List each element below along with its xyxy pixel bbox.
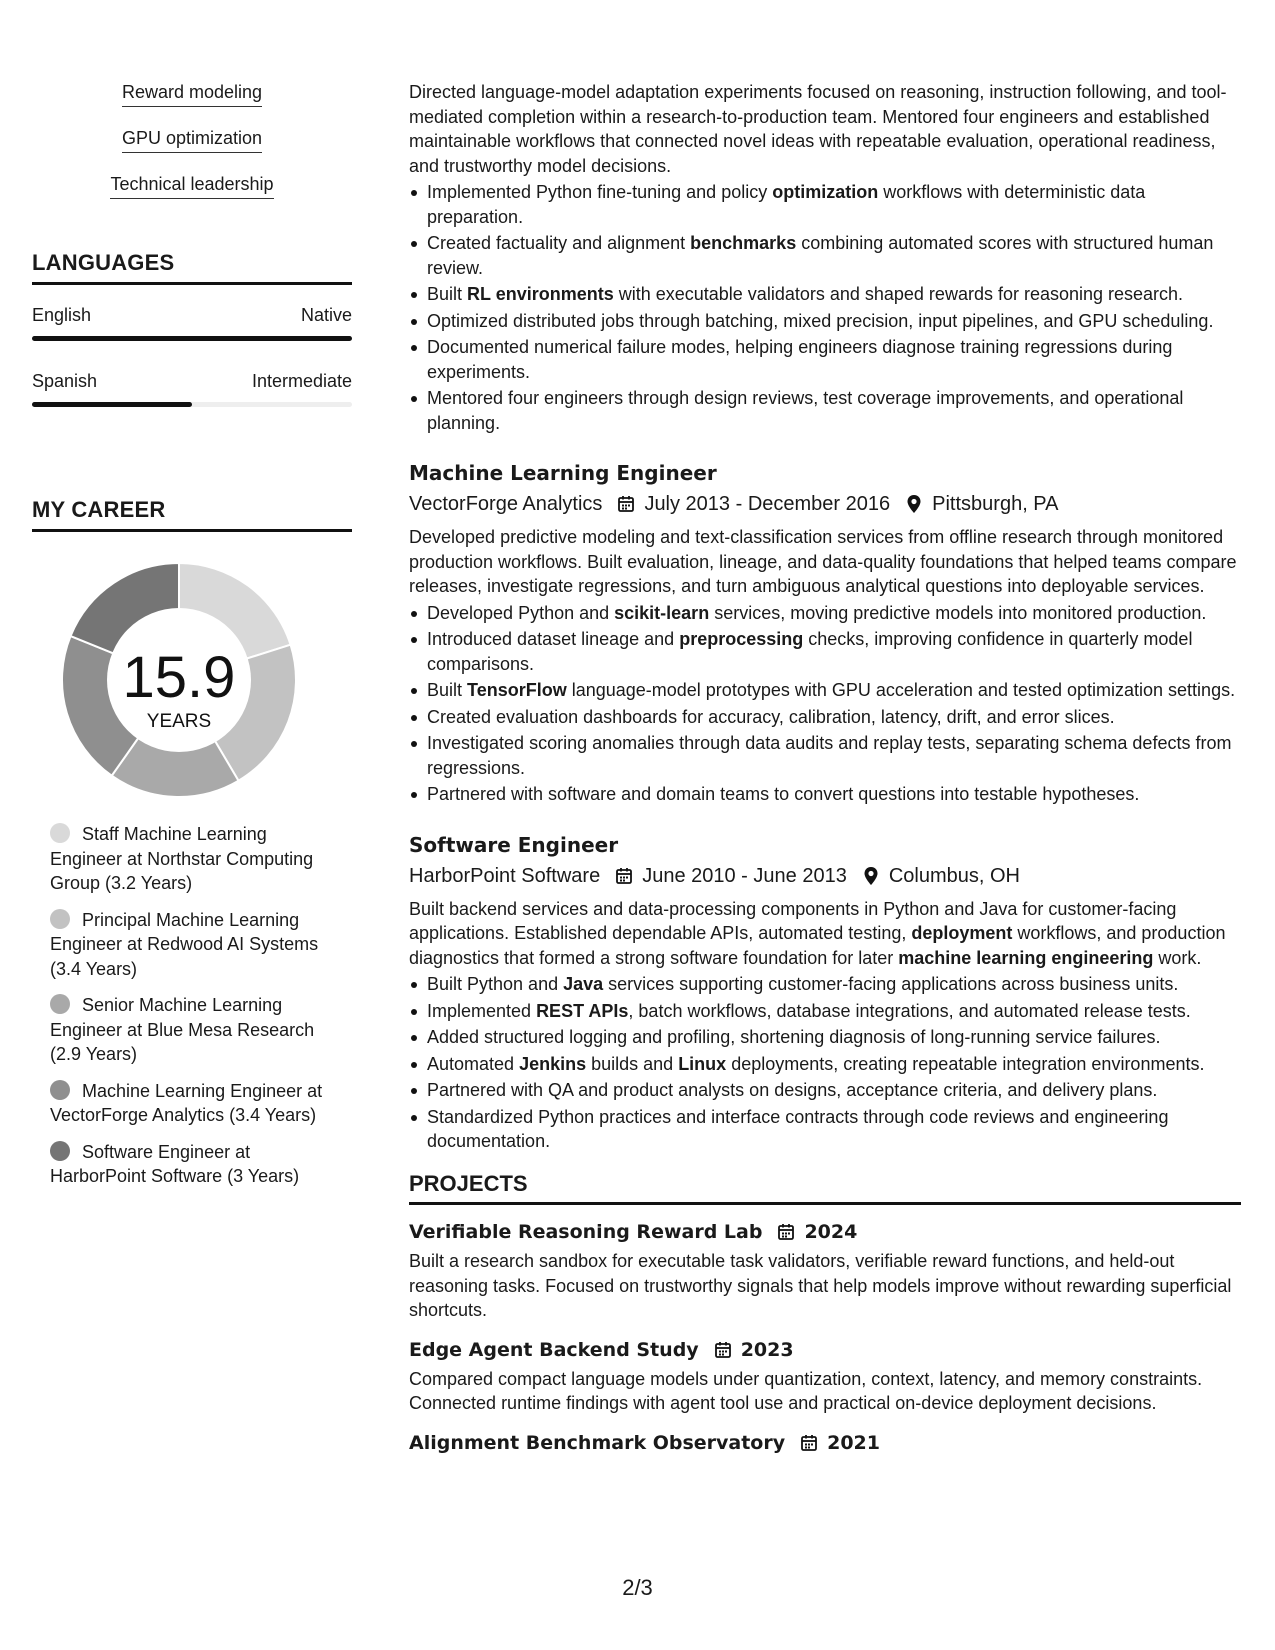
job-achievements <box>409 601 1241 807</box>
project-year: 2021 <box>827 1431 880 1454</box>
job-meta <box>409 491 1241 517</box>
career-legend-item: Software Engineer at HarborPoint Software (3 Years) <box>50 1141 300 1186</box>
languages-section <box>32 250 352 407</box>
language-name: Spanish <box>32 371 98 391</box>
skill-tag: Reward modeling <box>122 80 262 107</box>
career-legend-item: Principal Machine Learning Engineer at Redwood AI Systems (3.4 Years) <box>50 909 319 979</box>
achievement-bullet: Automated Jenkins builds and Linux deployments, creating repeatable integration environments. <box>427 1052 1241 1077</box>
career-total-unit: YEARS <box>146 711 212 732</box>
career-donut-chart <box>54 555 304 805</box>
job-achievements <box>409 972 1241 1154</box>
calendar-icon <box>776 1222 796 1242</box>
achievement-bullet: Built Python and Java services supporting customer-facing applications across business units. <box>427 972 1241 997</box>
skill-tag: GPU optimization <box>122 126 262 153</box>
job-summary: Built backend services and data-processing components in Python and Java for customer-facing applications. Established dependable APIs, automated testing, deployment workflows, and production diagnostics that formed a strong software foundation for later machine learning engineering work. <box>409 898 1226 968</box>
language-item <box>32 305 352 341</box>
career-total-years: 15.9 <box>122 645 236 710</box>
left-column <box>32 80 352 1186</box>
achievement-bullet: Developed Python and scikit-learn services, moving predictive models into monitored production. <box>427 601 1241 626</box>
career-legend-item: Machine Learning Engineer at VectorForge Analytics (3.4 Years) <box>50 1080 323 1125</box>
achievement-bullet: Documented numerical failure modes, helping engineers diagnose training regressions during experiments. <box>427 335 1241 384</box>
legend-dot <box>50 823 70 843</box>
legend-dot <box>50 1080 70 1100</box>
achievement-bullet: Implemented REST APIs, batch workflows, database integrations, and automated release tests. <box>427 999 1241 1024</box>
career-legend-item: Staff Machine Learning Engineer at Northstar Computing Group (3.2 Years) <box>50 824 314 893</box>
project-entry <box>409 1219 1241 1323</box>
skill-tag: Technical leadership <box>110 172 273 199</box>
calendar-icon <box>799 1433 819 1453</box>
job-title: Machine Learning Engineer <box>409 461 717 485</box>
calendar-icon <box>614 866 634 886</box>
achievement-bullet: Mentored four engineers through design reviews, test coverage improvements, and operational planning. <box>427 386 1241 435</box>
achievement-bullet: Created evaluation dashboards for accuracy, calibration, latency, drift, and error slices. <box>427 705 1241 730</box>
job-dates: June 2010 - June 2013 <box>642 864 847 887</box>
skills-list <box>32 80 352 218</box>
map-pin-icon <box>861 866 881 886</box>
language-proficiency-bar <box>32 336 352 341</box>
language-name: English <box>32 305 92 325</box>
achievement-bullet: Optimized distributed jobs through batching, mixed precision, input pipelines, and GPU scheduling. <box>427 309 1241 334</box>
job-meta <box>409 863 1241 889</box>
projects-section <box>409 1172 1241 1456</box>
achievement-bullet: Introduced dataset lineage and preprocessing checks, improving confidence in quarterly model comparisons. <box>427 627 1241 676</box>
job-summary: Developed predictive modeling and text-classification services from offline research through monitored production workflows. Built evaluation, lineage, and data-quality foundations that helped teams compare releases, investigate regressions, and turn ambiguous analytical questions into deployable services. <box>409 527 1237 596</box>
project-title: Edge Agent Backend Study <box>409 1338 699 1361</box>
page-number: 2/3 <box>622 1575 653 1600</box>
project-entry <box>409 1430 1241 1456</box>
map-pin-icon <box>904 494 924 514</box>
language-item <box>32 371 352 407</box>
achievement-bullet: Investigated scoring anomalies through data audits and replay tests, separating schema defects from regressions. <box>427 731 1241 780</box>
languages-heading: LANGUAGES <box>32 250 352 285</box>
project-description: Compared compact language models under quantization, context, latency, and memory constraints. Connected runtime findings with agent tool use and practical on-device deployment decisions. <box>409 1368 1203 1413</box>
project-year: 2023 <box>740 1338 794 1361</box>
language-level: Intermediate <box>251 371 352 391</box>
job-company: HarborPoint Software <box>409 864 601 887</box>
project-entry <box>409 1337 1241 1416</box>
career-legend <box>50 822 330 1201</box>
job-title: Software Engineer <box>409 832 619 857</box>
legend-dot <box>50 909 70 929</box>
language-proficiency-bar <box>32 402 352 407</box>
calendar-icon <box>616 494 636 514</box>
project-title: Alignment Benchmark Observatory <box>409 1431 786 1454</box>
calendar-icon <box>713 1340 733 1360</box>
job-location: Columbus, OH <box>888 864 1020 887</box>
project-year: 2024 <box>804 1221 858 1243</box>
projects-heading: PROJECTS <box>409 1172 1241 1206</box>
job-company: VectorForge Analytics <box>409 493 603 515</box>
project-title: Verifiable Reasoning Reward Lab <box>409 1221 763 1243</box>
language-level: Native <box>300 305 352 325</box>
achievement-bullet: Built RL environments with executable validators and shaped rewards for reasoning research. <box>427 282 1241 307</box>
role-summary: Directed language-model adaptation experiments focused on reasoning, instruction following, and tool-mediated completion within a research-to-production team. Mentored four engineers and established maintainable workflows that connected novel ideas with repeatable evaluation, operational readiness, and trustworthy model decisions. <box>409 82 1227 176</box>
right-column <box>409 80 1241 1456</box>
achievement-bullet: Standardized Python practices and interface contracts through code reviews and engineering documentation. <box>427 1105 1241 1154</box>
achievement-bullet: Created factuality and alignment benchmarks combining automated scores with structured human review. <box>427 231 1241 280</box>
achievement-bullet: Implemented Python fine-tuning and policy optimization workflows with deterministic data preparation. <box>427 180 1241 229</box>
achievement-bullet: Partnered with software and domain teams to convert questions into testable hypotheses. <box>427 782 1241 807</box>
job-location: Pittsburgh, PA <box>932 493 1059 515</box>
legend-dot <box>50 1141 70 1161</box>
job-entry <box>409 459 1241 807</box>
career-section <box>32 497 352 1186</box>
achievement-bullet: Partnered with QA and product analysts on designs, acceptance criteria, and delivery plans. <box>427 1078 1241 1103</box>
role-achievements <box>409 180 1241 435</box>
job-dates: July 2013 - December 2016 <box>644 493 891 515</box>
achievement-bullet: Built TensorFlow language-model prototypes with GPU acceleration and tested optimization settings. <box>427 678 1241 703</box>
achievement-bullet: Added structured logging and profiling, shortening diagnosis of long-running service failures. <box>427 1025 1241 1050</box>
career-legend-item: Senior Machine Learning Engineer at Blue Mesa Research (2.9 Years) <box>50 995 315 1064</box>
project-description: Built a research sandbox for executable task validators, verifiable reward functions, and held-out reasoning tasks. Focused on trustworthy signals that help models improve without rewarding superficial shortcuts. <box>409 1251 1232 1320</box>
job-entry <box>409 831 1241 1154</box>
career-heading: MY CAREER <box>32 497 352 532</box>
legend-dot <box>50 994 70 1014</box>
